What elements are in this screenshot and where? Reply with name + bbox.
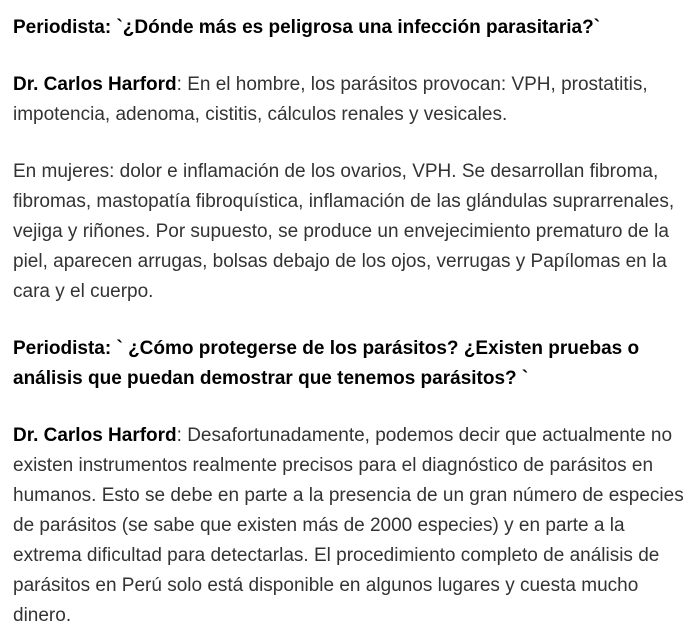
answer-text: : Desafortunadamente, podemos decir que actualmente no existen instrumentos realmente precisos para el diagnóstico de parásitos en humanos. Esto se debe en parte a la presencia de un gran número de especies de parásitos (se sabe que existen más de 2000 especies) y en parte a la extrema dificultad para detectarlas. El procedimiento completo de análisis de parásitos en Perú solo está disponible en algunos lugares y cuesta mucho dinero. [13,425,684,626]
interview-question-1: Periodista: `¿Dónde más es peligrosa una infección parasitaria?` [13,17,601,38]
interview-answer-2 [13,421,684,631]
speaker-name: Dr. Carlos Harford [13,425,177,446]
answer-text: : En el hombre, los parásitos provocan: VPH, prostatitis, impotencia, adenoma, cistitis, cálculos renales y vesicales. [13,74,648,125]
speaker-name: Dr. Carlos Harford [13,74,177,95]
interview-question-2: Periodista: ` ¿Cómo protegerse de los parásitos? ¿Existen pruebas o análisis que puedan demostrar que tenemos parásitos? ` [13,338,640,389]
interview-answer-1 [13,70,684,130]
interview-answer-1-continued: En mujeres: dolor e inflamación de los ovarios, VPH. Se desarrollan fibroma, fibromas, mastopatía fibroquística, inflamación de las glándulas suprarrenales, vejiga y riñones. Por supuesto, se produce un envejecimiento prematuro de la piel, aparecen arrugas, bolsas debajo de los ojos, verrugas y Papílomas en la cara y el cuerpo. [13,161,675,302]
